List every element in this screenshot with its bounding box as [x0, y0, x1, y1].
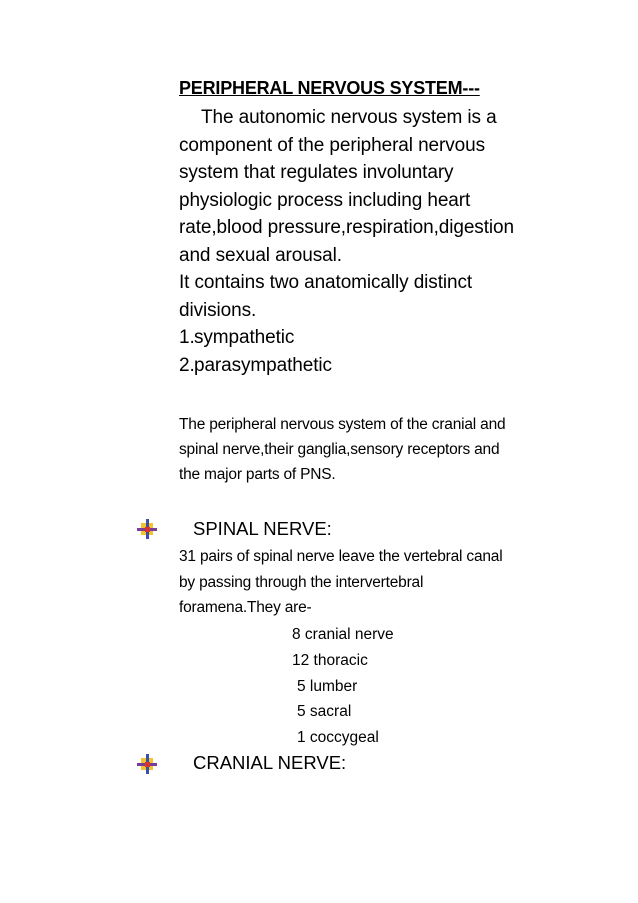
intro-line: It contains two anatomically distinct	[179, 272, 473, 293]
document-heading: PERIPHERAL NERVOUS SYSTEM---	[179, 78, 480, 98]
division-number: 1.	[179, 327, 195, 348]
pns-line: The peripheral nervous system of the cranial and	[179, 416, 506, 433]
spinal-nerve-item: 8 cranial nerve	[292, 626, 394, 643]
spinal-nerve-paragraph	[179, 544, 599, 621]
intro-line: component of the peripheral nervous	[179, 134, 485, 156]
pns-line: spinal nerve,their ganglia,sensory receptors and	[179, 441, 500, 458]
spinal-nerve-heading: SPINAL NERVE:	[193, 518, 332, 539]
intro-line: physiologic process including heart	[179, 189, 471, 211]
spinal-nerve-item: 5 lumber	[297, 677, 358, 695]
intro-line: rate,blood pressure,respiration,digestion	[179, 217, 514, 238]
intro-line: system that regulates involuntary	[179, 162, 454, 183]
pns-line: the major parts of PNS.	[179, 466, 336, 483]
pns-paragraph	[179, 412, 589, 487]
spinal-nerve-item: 5 sacral	[297, 703, 352, 721]
spinal-line: foramena.They are-	[179, 599, 312, 616]
cross-bullet-icon	[137, 754, 157, 774]
cross-bullet-icon	[137, 519, 157, 539]
spinal-nerve-item: 12 thoracic	[292, 651, 368, 669]
spinal-nerve-item: 1 coccygeal	[297, 729, 379, 747]
spinal-line: 31 pairs of spinal nerve leave the vertebral canal	[179, 548, 503, 565]
intro-line: The autonomic nervous system is a	[201, 107, 497, 128]
bullet-center	[145, 762, 150, 767]
division-item	[179, 324, 579, 352]
spinal-line: by passing through the intervertebral	[179, 573, 424, 591]
division-number: 2.	[179, 354, 195, 376]
bullet-center	[145, 527, 150, 532]
intro-line: and sexual arousal.	[179, 244, 342, 266]
division-label: parasympathetic	[194, 354, 332, 376]
spinal-nerve-list	[292, 622, 394, 751]
cranial-nerve-heading: CRANIAL NERVE:	[193, 752, 347, 773]
intro-line: divisions.	[179, 299, 257, 321]
intro-paragraph	[179, 104, 579, 379]
division-item	[179, 352, 579, 380]
division-label: sympathetic	[194, 327, 295, 348]
